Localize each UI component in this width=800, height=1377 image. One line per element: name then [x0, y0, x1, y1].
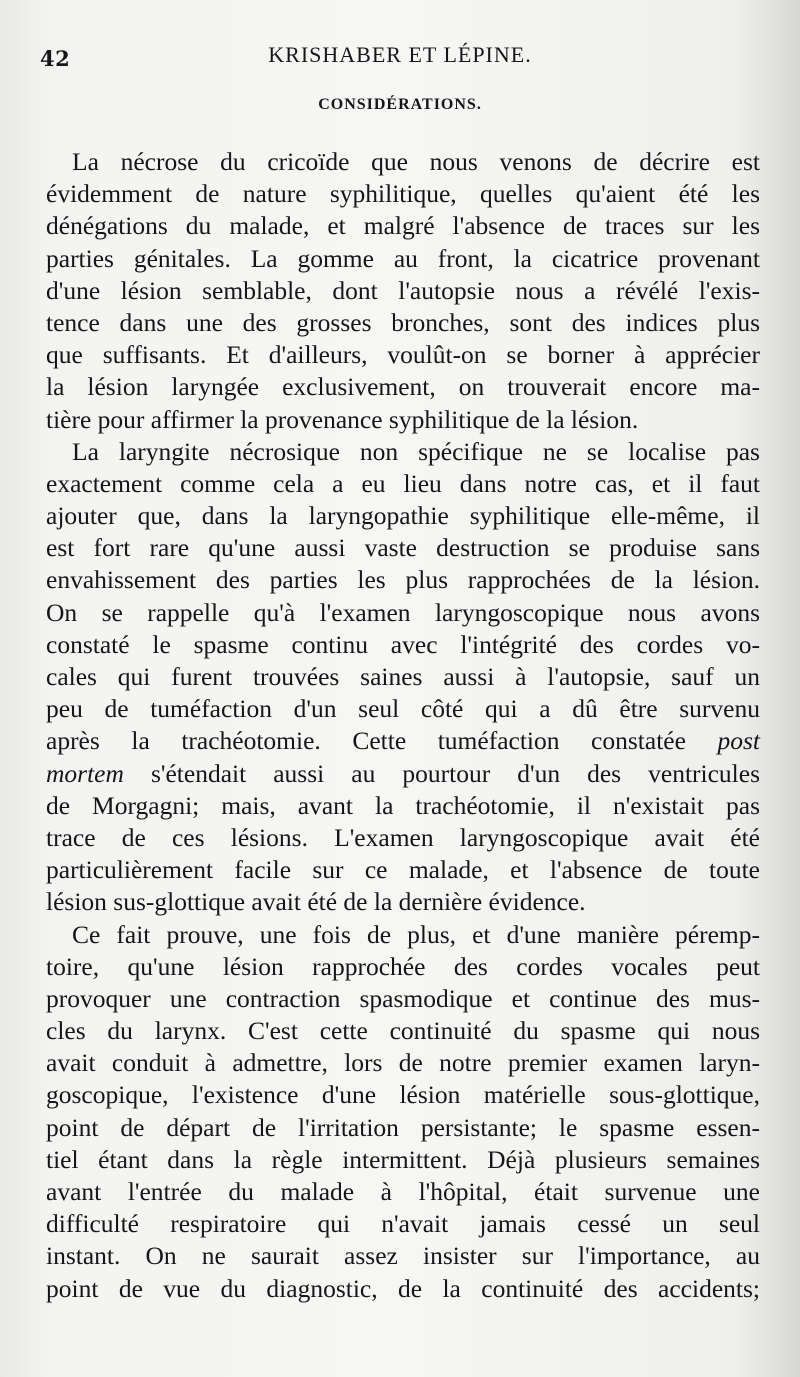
text-line: goscopique, l'existence d'une lésion matérielle sous-glottique, — [46, 1080, 760, 1110]
paragraph-3 — [46, 919, 760, 1305]
text-line: toire, qu'une lésion rapprochée des cordes vocales peut — [46, 951, 760, 981]
text-line: la lésion laryngée exclusivement, on trouverait encore ma- — [46, 372, 760, 402]
text-line-with-italic — [46, 758, 760, 790]
body-text — [46, 146, 760, 1305]
text-line: dénégations du malade, et malgré l'absence de traces sur les — [46, 211, 760, 241]
text-line: constaté le spasme continu avec l'intégrité des cordes vo- — [46, 629, 760, 659]
text-line: instant. On ne saurait assez insister sur l'importance, au — [46, 1241, 760, 1271]
text-line: La nécrose du cricoïde que nous venons de décrire est — [72, 147, 760, 176]
text-line: ajouter que, dans la laryngopathie syphilitique elle-même, il — [46, 501, 760, 531]
text-line: peu de tuméfaction d'un seul côté qui a dû être survenu — [46, 694, 760, 724]
text-line: que suffisants. Et d'ailleurs, voulût-on se borner à apprécier — [46, 340, 760, 370]
text-line: envahissement des parties les plus rapprochées de la lésion. — [46, 565, 760, 595]
text-line: provoquer une contraction spasmodique et continue des mus- — [46, 983, 760, 1013]
text-line: On se rappelle qu'à l'examen laryngoscopique nous avons — [46, 597, 760, 627]
paragraph-1 — [46, 146, 760, 436]
paragraph-2 — [46, 436, 760, 919]
text-line: point de vue du diagnostic, de la continuité des accidents; — [46, 1273, 760, 1303]
section-title: CONSIDÉRATIONS. — [318, 96, 482, 113]
text-line: Ce fait prouve, une fois de plus, et d'une manière péremp- — [72, 919, 760, 949]
text-line: avant l'entrée du malade à l'hôpital, était survenue une — [46, 1177, 760, 1206]
italic-word-post: post — [717, 726, 760, 756]
text-line: de Morgagni; mais, avant la trachéotomie, il n'existait pas — [46, 790, 760, 820]
page-number: 42 — [40, 46, 71, 71]
text-line: La laryngite nécrosique non spécifique ne se localise pas — [72, 436, 760, 466]
text-line: d'une lésion semblable, dont l'autopsie nous a révélé l'exis- — [46, 275, 760, 305]
text-line: difficulté respiratoire qui n'avait jamais cessé un seul — [46, 1209, 760, 1239]
italic-word-mortem: mortem — [46, 758, 124, 788]
text-line: avait conduit à admettre, lors de notre premier examen laryn- — [46, 1048, 760, 1078]
text-line: particulièrement facile sur ce malade, et l'absence de toute — [46, 855, 760, 885]
text-line-with-italic — [46, 725, 760, 757]
text-line: exactement comme cela a eu lieu dans notre cas, et il faut — [46, 468, 760, 498]
text-line: parties génitales. La gomme au front, la cicatrice provenant — [46, 243, 760, 273]
text-line: tiel étant dans la règle intermittent. Déjà plusieurs semaines — [46, 1144, 760, 1174]
text-line: cles du larynx. C'est cette continuité du spasme qui nous — [46, 1016, 760, 1046]
text-line: tière pour affirmer la provenance syphilitique de la lésion. — [46, 404, 639, 434]
running-title: KRISHABER ET LÉPINE. — [268, 42, 532, 67]
text-line: cales qui furent trouvées saines aussi à l'autopsie, sauf un — [46, 662, 760, 691]
text-line: évidemment de nature syphilitique, quelles qu'aient été les — [46, 179, 760, 209]
text-line: tence dans une des grosses bronches, sont des indices plus — [46, 307, 760, 337]
text-line: est fort rare qu'une aussi vaste destruction se produise sans — [46, 533, 760, 563]
text-segment: après la trachéotomie. Cette tuméfaction constatée — [46, 726, 686, 756]
text-line: point de départ de l'irritation persistante; le spasme essen- — [46, 1112, 760, 1142]
text-line: trace de ces lésions. L'examen laryngoscopique avait été — [46, 822, 760, 852]
text-segment: s'étendait aussi au pourtour d'un des ventricules — [150, 758, 761, 788]
text-line: lésion sus-glottique avait été de la dernière évidence. — [46, 887, 586, 917]
